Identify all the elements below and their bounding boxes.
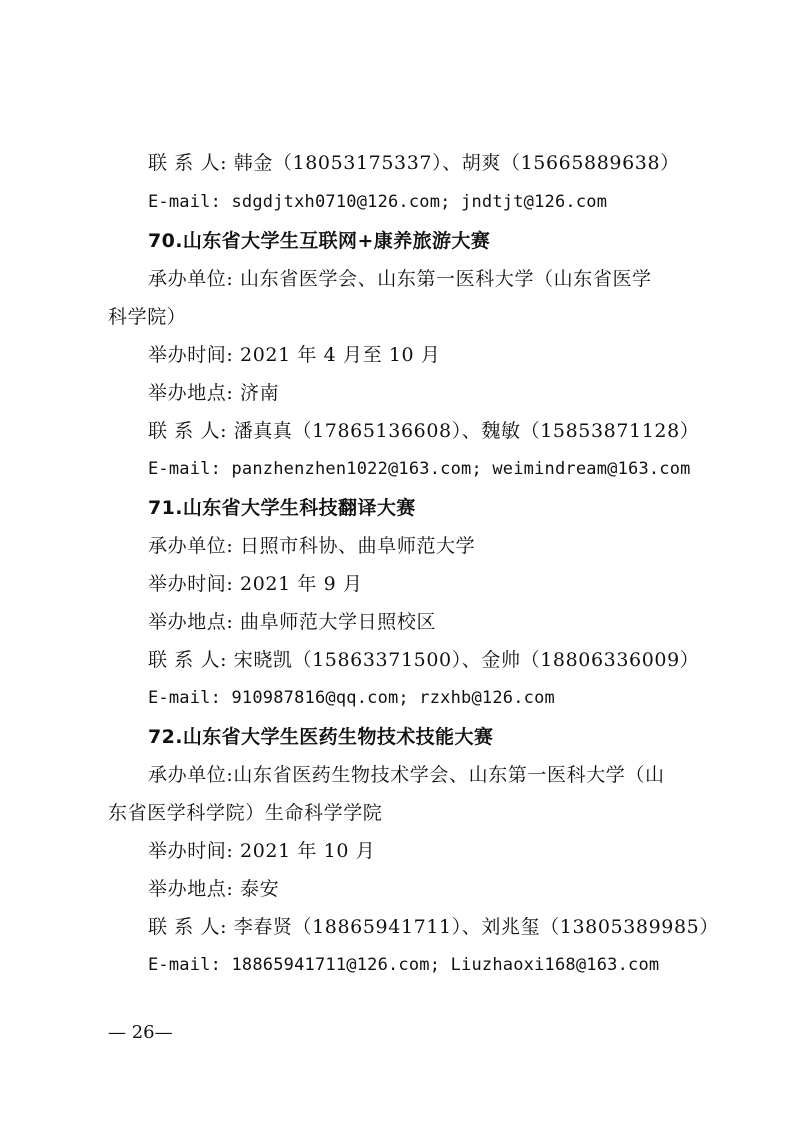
- organizer-line-70-cont: 科学院）: [108, 306, 187, 328]
- location-line-71: 举办地点: 曲阜师范大学日照校区: [148, 611, 437, 633]
- contact-line-69: 联 系 人: 韩金（18053175337）、胡爽（15665889638）: [148, 152, 680, 174]
- organizer-line-70: 承办单位: 山东省医学会、山东第一医科大学（山东省医学: [148, 268, 652, 290]
- contact-line-71: 联 系 人: 宋晓凯（15863371500）、金帅（18806336009）: [148, 649, 700, 671]
- email-line-70: E-mail: panzhenzhen1022@163.com; weimindream@163.com: [148, 459, 691, 479]
- section-heading-70: 70.山东省大学生互联网+康养旅游大赛: [148, 230, 491, 252]
- organizer-line-71: 承办单位: 日照市科协、曲阜师范大学: [148, 535, 476, 557]
- organizer-line-72: 承办单位:山东省医药生物技术学会、山东第一医科大学（山: [148, 764, 665, 786]
- email-line-71: E-mail: 910987816@qq.com; rzxhb@126.com: [148, 688, 555, 708]
- email-line-72: E-mail: 18865941711@126.com; Liuzhaoxi168@163.com: [148, 955, 660, 975]
- date-line-72: 举办时间: 2021 年 10 月: [148, 840, 376, 862]
- location-line-72: 举办地点: 泰安: [148, 878, 280, 900]
- organizer-line-72-cont: 东省医学科学院）生命科学学院: [108, 802, 383, 824]
- section-heading-71: 71.山东省大学生科技翻译大赛: [148, 497, 416, 519]
- section-heading-72: 72.山东省大学生医药生物技术技能大赛: [148, 726, 494, 748]
- contact-line-70: 联 系 人: 潘真真（17865136608）、魏敏（15853871128）: [148, 420, 700, 442]
- date-line-70: 举办时间: 2021 年 4 月至 10 月: [148, 344, 441, 366]
- location-line-70: 举办地点: 济南: [148, 382, 280, 404]
- date-line-71: 举办时间: 2021 年 9 月: [148, 573, 363, 595]
- contact-line-72: 联 系 人: 李春贤（18865941711）、刘兆玺（13805389985）: [148, 916, 719, 938]
- email-line-69: E-mail: sdgdjtxh0710@126.com; jndtjt@126.com: [148, 192, 608, 212]
- page-number: — 26—: [108, 1022, 173, 1043]
